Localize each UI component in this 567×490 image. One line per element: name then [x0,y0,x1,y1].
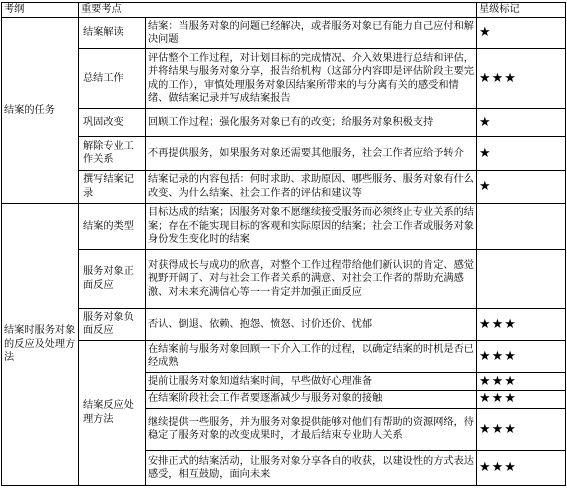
content-cell: 否认、倒退、依赖、抱怨、愤怒、讨价还价、忧郁 [146,309,477,340]
topic-cell: 结案的类型 [79,204,146,249]
table-row [2,249,566,309]
star-rating: ★ [477,170,566,203]
exam-outline-table [1,2,566,486]
content-cell: 回顾工作过程；强化服务对象已有的改变；给服务对象积极支持 [146,108,477,136]
content-cell: 在结案阶段社会工作者要逐渐减少与服务对象的接触 [146,390,477,408]
star-rating: ★ [477,108,566,136]
table-row [2,309,566,340]
star-rating [477,204,566,249]
table-row [2,204,566,249]
content-cell: 提前让服务对象知道结案时间，早些做好心理准备 [146,372,477,390]
content-cell: 安排正式的结案活动，让服务对象分享各自的收获，以建设性的方式表达感受，相互鼓励，面向未来 [146,451,477,486]
table-row [2,340,566,372]
star-rating: ★★★ [477,49,566,109]
table-row [2,108,566,136]
content-cell: 目标达成的结案；因服务对象不愿继续接受服务而必须终止专业关系的结案；存在不能实现目标的客观和实际原因的结案；社会工作者或服务对象身份发生变化时的结案 [146,204,477,249]
star-rating: ★★★ [477,390,566,408]
content-cell: 评估整个工作过程，对计划目标的完成情况、介入效果进行总结和评估，并将结果与服务对象分享，报告给机构（这部分内容即是评估阶段主要完成的工作），审慎处理服务对象因结案所带来的与分离有关的感受和情绪、做结案记录并写成结案报告 [146,49,477,109]
table-row [2,49,566,109]
topic-cell: 巩固改变 [79,108,146,136]
star-rating: ★★★ [477,451,566,486]
section-title: 结案的任务 [2,18,79,204]
header-star-rating: 星级标记 [477,3,566,18]
table-row [2,170,566,203]
content-cell: 对获得成长与成功的欣喜，对整个工作过程带给他们新认识的肯定、感觉视野开阔了、对与社会工作者关系的满意、对社会工作者的帮助充满感激、对未来充满信心等一一肯定并加强正面反应 [146,249,477,309]
topic-cell: 解除专业工作关系 [79,137,146,170]
star-rating [477,249,566,309]
topic-cell: 结案反应处理方法 [79,340,146,485]
topic-cell: 撰写结案记录 [79,170,146,203]
section-title: 结案时服务对象的反应及处理方法 [2,204,79,486]
topic-cell: 服务对象负面反应 [79,309,146,340]
content-cell: 继续提供一些服务，并为服务对象提供能够对他们有帮助的资源网络，待稳定了服务对象的改变成果时，才最后结束专业助人关系 [146,408,477,451]
content-cell: 不再提供服务，如果服务对象还需要其他服务，社会工作者应给予转介 [146,137,477,170]
topic-cell: 结案解读 [79,18,146,49]
star-rating: ★★★ [477,340,566,372]
header-key-points: 重要考点 [79,3,477,18]
topic-cell: 总结工作 [79,49,146,109]
table-row [2,18,566,49]
header-outline: 考纲 [2,3,79,18]
star-rating: ★ [477,18,566,49]
star-rating: ★★★ [477,372,566,390]
content-cell: 结案记录的内容包括：何时求助、求助原因、哪些服务、服务对象有什么改变、为什么结案、社会工作者的评估和建议等 [146,170,477,203]
topic-cell: 服务对象正面反应 [79,249,146,309]
star-rating: ★★★ [477,309,566,340]
table-row [2,137,566,170]
star-rating: ★★★ [477,408,566,451]
content-cell: 结案：当服务对象的问题已经解决，或者服务对象已有能力自己应付和解决问题 [146,18,477,49]
star-rating: ★ [477,137,566,170]
content-cell: 在结案前与服务对象回顾一下介入工作的过程，以确定结案的时机是否已经成熟 [146,340,477,372]
header-row [2,3,566,18]
